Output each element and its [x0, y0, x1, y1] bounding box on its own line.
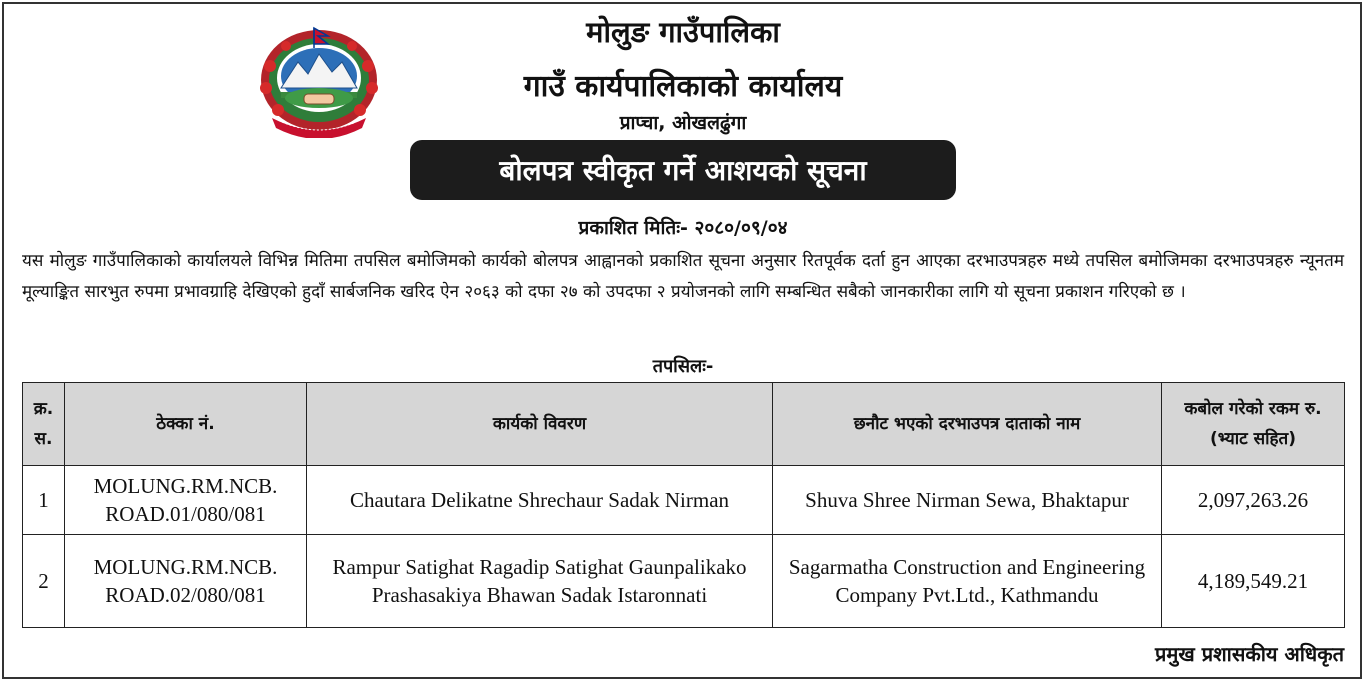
published-date: प्रकाशित मितिः- २०८०/०९/०४	[578, 217, 788, 239]
table-header-row	[23, 383, 1345, 466]
table-row	[23, 466, 1345, 535]
amount-header: कबोल गरेको रकम रु. (भ्याट सहित)	[1162, 383, 1345, 466]
serial-header: क्र. स.	[23, 383, 65, 466]
awarded-bids-table	[22, 382, 1345, 628]
contract-no-cell: MOLUNG.RM.NCB. ROAD.01/080/081	[65, 466, 307, 535]
office-subtitle: गाउँ कार्यपालिकाको कार्यालय	[523, 69, 843, 104]
amount-cell: 4,189,549.21	[1162, 535, 1345, 628]
signatory: प्रमुख प्रशासकीय अधिकृत	[1155, 642, 1344, 666]
notice-title: बोलपत्र स्वीकृत गर्ने आशयको सूचना	[410, 140, 956, 200]
table-row	[23, 535, 1345, 628]
details-heading: तपसिलः-	[652, 356, 714, 377]
serial-cell: 1	[23, 466, 65, 535]
amount-cell: 2,097,263.26	[1162, 466, 1345, 535]
serial-cell: 2	[23, 535, 65, 628]
office-name: मोलुङ गाउँपालिका	[586, 15, 780, 49]
work-description-cell: Chautara Delikatne Shrechaur Sadak Nirman	[307, 466, 773, 535]
work-description-cell: Rampur Satighat Ragadip Satighat Gaunpalikako Prashasakiya Bhawan Sadak Istaronnati	[307, 535, 773, 628]
contract-no-header: ठेक्का नं.	[65, 383, 307, 466]
notice-body: यस मोलुङ गाउँपालिकाको कार्यालयले विभिन्न मितिमा तपसिल बमोजिमको कार्यको बोलपत्र आह्वानको प्रकाशित सूचना अनुसार रितपूर्वक दर्ता हुन आएका दरभाउपत्रहरु मध्ये तपसिल बमोजिमका दरभाउपत्रहरु न्यूनतम मूल्याङ्कित सारभुत रुपमा प्रभावग्राहि देखिएको हुदाँ सार्बजनिक खरिद ऐन २०६३ को दफा २७ को उपदफा २ प्रयोजनको लागि सम्बन्धित सबैको जानकारीका लागि यो सूचना प्रकाशन गरिएको छ ।	[22, 251, 1344, 302]
bidder-name-cell: Sagarmatha Construction and Engineering Company Pvt.Ltd., Kathmandu	[773, 535, 1162, 628]
contract-no-cell: MOLUNG.RM.NCB. ROAD.02/080/081	[65, 535, 307, 628]
bidder-name-header: छनौट भएको दरभाउपत्र दाताको नाम	[773, 383, 1162, 466]
bidder-name-cell: Shuva Shree Nirman Sewa, Bhaktapur	[773, 466, 1162, 535]
office-address: प्राप्चा, ओखलढुंगा	[619, 112, 747, 134]
work-description-header: कार्यको विवरण	[307, 383, 773, 466]
